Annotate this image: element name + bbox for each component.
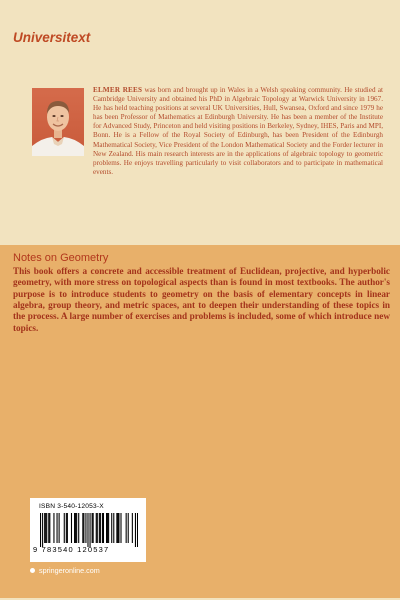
barcode-bar	[85, 513, 86, 543]
barcode-bar	[53, 513, 54, 543]
barcode-bar	[117, 513, 118, 543]
barcode-box	[30, 498, 146, 562]
barcode-bar	[67, 513, 68, 543]
barcode-bar	[90, 513, 91, 547]
barcode-bar	[113, 513, 114, 543]
barcode-bar	[45, 513, 46, 543]
bullet-icon	[30, 568, 35, 573]
author-bio	[93, 86, 383, 177]
barcode-bar	[135, 513, 136, 547]
barcode-bar	[97, 513, 98, 543]
publisher-link[interactable]	[30, 566, 100, 575]
barcode-bar	[103, 513, 104, 543]
barcode-bar	[100, 513, 101, 543]
book-title: Notes on Geometry	[13, 252, 109, 264]
barcode-bar	[93, 513, 94, 543]
barcode-bar	[74, 513, 75, 543]
author-photo	[32, 88, 84, 156]
barcode-bar	[64, 513, 65, 543]
barcode-bar	[83, 513, 84, 543]
barcode-bar	[66, 513, 67, 543]
series-name: Universitext	[13, 30, 91, 45]
barcode-bar	[46, 513, 47, 543]
barcode-bar	[99, 513, 100, 543]
barcode-bar	[87, 513, 88, 547]
barcode-bar	[49, 513, 50, 543]
barcode-bar	[111, 513, 112, 543]
barcode-bar	[71, 513, 72, 543]
barcode-bar	[59, 513, 60, 543]
author-bio-text: was born and brought up in Wales in a Welsh speaking community. He studied at Cambridge University and obtained his PhD in Algebraic Topology at Warwick University in 1967. He has held teaching positions at several UK Universities, Hull, Swansea, Oxford and since 1979 he has been Professor of Mathematics at Edinburgh University. He has been a member of the Institute for Advanced Study, Princeton and held visiting positions in Berkeley, Sydney, IHES, Paris and MPI, Bonn. He is a Fellow of the Royal Society of Edinburgh, has been President of the Edinburgh Mathematical Society, Vice President of the London Mathematical Society and the Forder lecturer in New Zealand. His main research interests are in the applications of algebraic topology to geometric problems. He enjoys travelling particularly to visit collaborators and to participate in mathematical events.	[93, 86, 383, 176]
barcode-bar	[57, 513, 58, 543]
barcode-bar	[116, 513, 117, 543]
barcode-bar	[40, 513, 41, 547]
book-blurb: This book offers a concrete and accessible treatment of Euclidean, projective, and hyperbolic geometry, with more stress on topological aspects than is found in most textbooks. The author's purpose is to introduce students to geometry on the basis of elementary concepts in linear algebra, group theory, and metric spaces, ant to deepen their understanding of these topics in the process. A large number of exercises and problems is included, some of which introduce new topics.	[13, 266, 390, 333]
barcode-bar	[44, 513, 45, 543]
barcode-bar	[118, 513, 119, 543]
barcode-bar	[120, 513, 121, 543]
barcode-bar	[137, 513, 138, 547]
ean-digits: 9 783540 120537	[33, 545, 110, 554]
barcode-bar	[108, 513, 109, 543]
barcode-bar	[128, 513, 129, 543]
barcode-bar	[106, 513, 107, 543]
barcode-bar	[126, 513, 127, 543]
barcode-bars	[40, 513, 138, 547]
isbn-label: ISBN 3-540-12053-X	[39, 503, 104, 510]
barcode-bar	[102, 513, 103, 543]
barcode-bar	[42, 513, 43, 547]
author-name: ELMER REES	[93, 86, 143, 94]
barcode-bar	[78, 513, 79, 543]
barcode-bar	[92, 513, 93, 543]
barcode-bar	[48, 513, 49, 543]
barcode-bar	[76, 513, 77, 543]
barcode-bar	[75, 513, 76, 543]
barcode-bar	[96, 513, 97, 543]
publisher-url: springeronline.com	[39, 566, 100, 575]
barcode-bar	[132, 513, 133, 543]
barcode-bar	[107, 513, 108, 543]
barcode-bar	[82, 513, 83, 543]
